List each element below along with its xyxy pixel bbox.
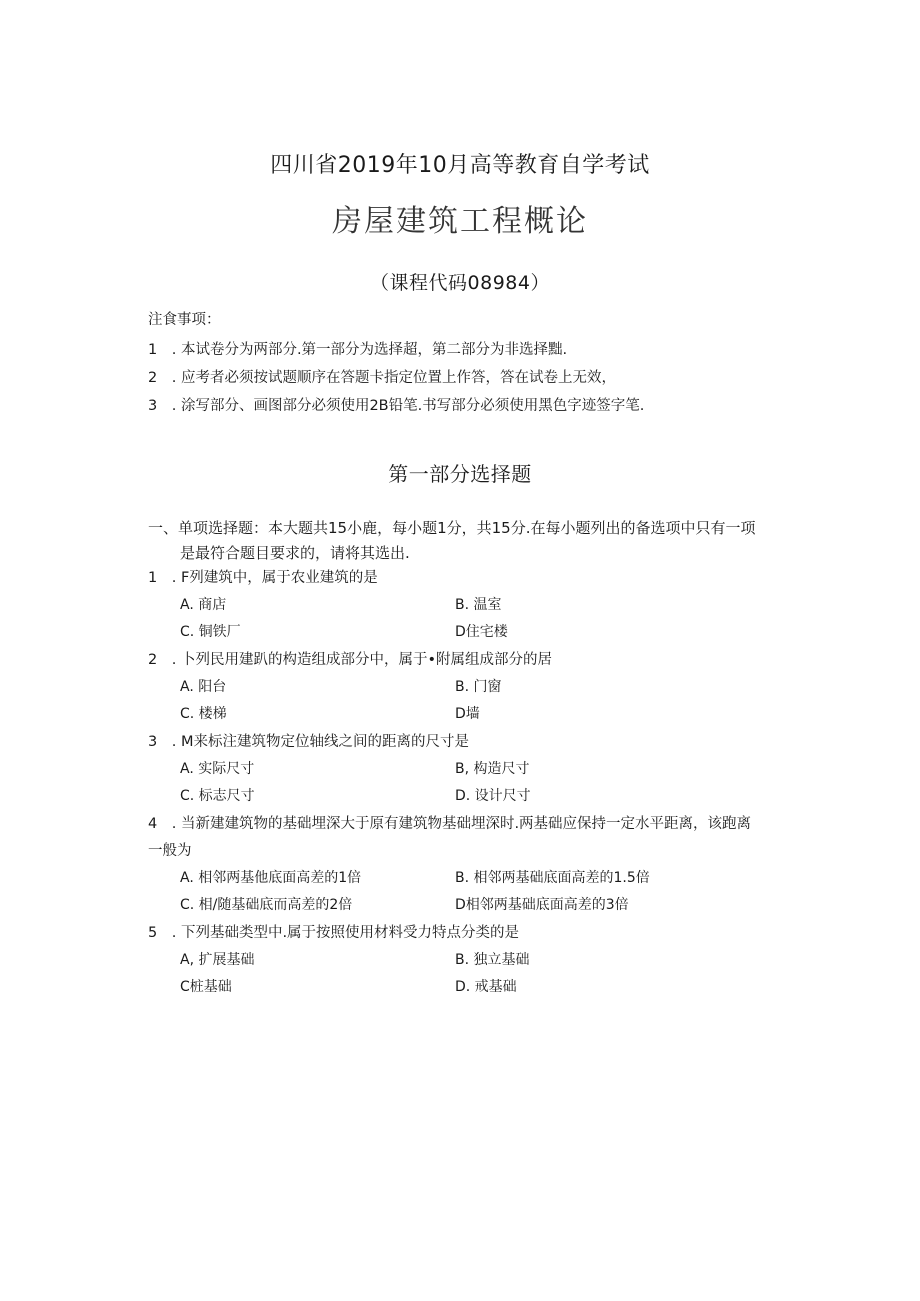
question-stem: 1 . F列建筑中，属于农业建筑的是 bbox=[148, 570, 378, 586]
option-d: D住宅楼 bbox=[455, 624, 508, 640]
exam-title: 四川省2019年10月高等教育自学考试 bbox=[270, 153, 650, 178]
notice-item: 1 . 本试卷分为两部分.第一部分为选择超，第二部分为非选择黜. bbox=[148, 342, 568, 358]
option-c: C. 铜铁厂 bbox=[180, 624, 241, 640]
section-heading: 一、单项选择题：本大题共15小鹿，每小题1分，共15分.在每小题列出的备选项中只有一项 bbox=[148, 519, 756, 537]
section-heading-cont: 是最符合题目要求的，请将其选出. bbox=[180, 544, 410, 562]
option-d: D相邻两基础底面高差的3倍 bbox=[455, 897, 629, 913]
question-stem: 3 . M来标注建筑物定位轴线之间的距离的尺寸是 bbox=[148, 734, 469, 750]
option-b: B. 温室 bbox=[455, 597, 502, 613]
question-stem: 4 . 当新建建筑物的基础埋深大于原有建筑物基础埋深时.两基础应保持一定水平距离，该跑离 bbox=[148, 816, 752, 832]
option-c: C. 楼梯 bbox=[180, 706, 227, 722]
option-b: B. 相邻两基础底面高差的1.5倍 bbox=[455, 870, 650, 886]
course-title: 房屋建筑工程概论 bbox=[332, 204, 588, 239]
option-c: C. 相/随基础底而高差的2倍 bbox=[180, 897, 353, 913]
question-stem: 5 . 下列基础类型中.属于按照使用材料受力特点分类的是 bbox=[148, 925, 520, 941]
question-stem: 2 . 卜列民用建趴的构造组成部分中，属于•附属组成部分的居 bbox=[148, 652, 552, 668]
option-b: B. 独立基础 bbox=[455, 952, 530, 968]
notice-heading: 注食事项： bbox=[148, 312, 221, 328]
option-d: D. 设计尺寸 bbox=[455, 788, 531, 804]
option-c: C桩基础 bbox=[180, 979, 232, 995]
option-a: A. 实际尺寸 bbox=[180, 761, 255, 777]
option-a: A, 扩展基础 bbox=[180, 952, 255, 968]
option-a: A. 相邻两基他底面高差的1倍 bbox=[180, 870, 362, 886]
option-a: A. 阳台 bbox=[180, 679, 227, 695]
notice-item: 3 . 涂写部分、画图部分必须使用2B铅笔.书写部分必须使用黑色字迹签字笔. bbox=[148, 398, 645, 414]
question-stem-cont: 一般为 bbox=[148, 843, 192, 859]
part-title: 第一部分选择题 bbox=[388, 462, 532, 486]
course-code: （课程代码08984） bbox=[370, 272, 550, 294]
option-c: C. 标志尺寸 bbox=[180, 788, 255, 804]
option-b: B. 门窗 bbox=[455, 679, 502, 695]
option-b: B, 构造尺寸 bbox=[455, 761, 530, 777]
option-d: D墙 bbox=[455, 706, 480, 722]
option-d: D. 戒基础 bbox=[455, 979, 517, 995]
notice-item: 2 . 应考者必须按试题顺序在答题卡指定位置上作答，答在试卷上无效， bbox=[148, 370, 616, 386]
option-a: A. 商店 bbox=[180, 597, 227, 613]
